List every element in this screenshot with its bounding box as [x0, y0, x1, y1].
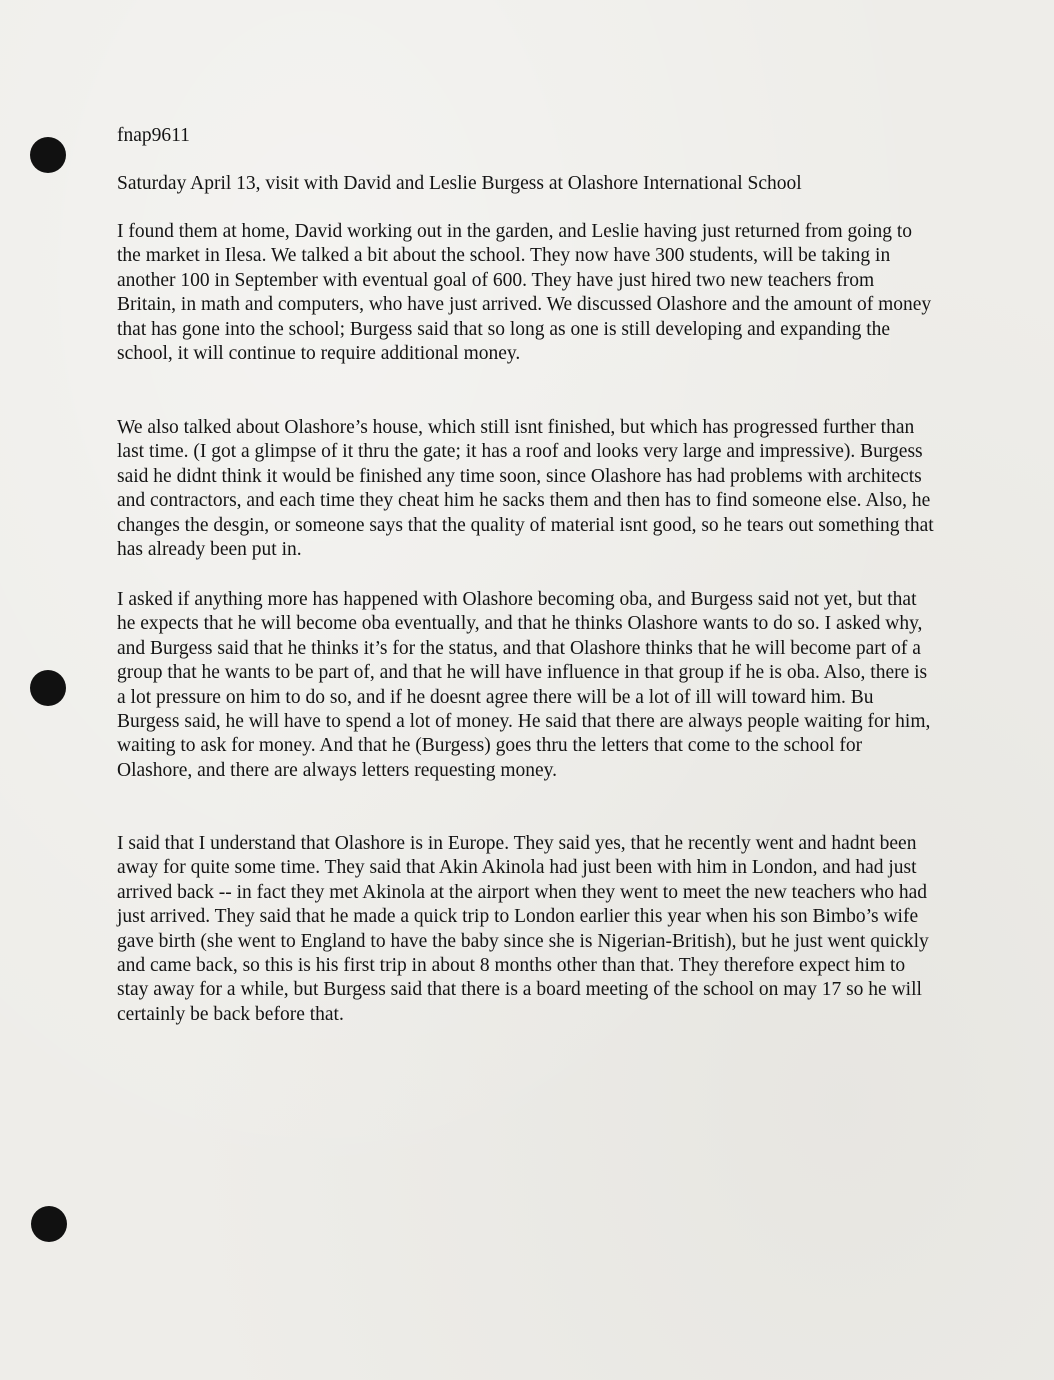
punch-hole-middle — [30, 670, 66, 706]
paragraph-becoming-oba: I asked if anything more has happened with Olashore becoming oba, and Burgess said not yet, but that he expects that he will become oba eventually, and that he thinks Olashore wants to do so. I asked why, and Burgess said that he thinks it’s for the status, and that Olashore thinks that he will become part of a group that he wants to be part of, and that he will have influence in that group if he is oba. Also, there is a lot pressure on him to do so, and if he doesnt agree there will be a lot of ill will toward him. Bu Burgess said, he will have to spend a lot of money. He said that there are always people waiting for him, waiting to ask for money. And that he (Burgess) goes thru the letters that come to the school for Olashore, and there are always letters requesting money. — [117, 589, 931, 781]
punch-hole-top — [30, 137, 66, 173]
paragraph-school-visit: I found them at home, David working out in the garden, and Leslie having just returned from going to the market in Ilesa. We talked a bit about the school. They now have 300 students, will be taking in another 100 in September with eventual goal of 600. They have just hired two new teachers from Britain, in math and computers, who have just arrived. We discussed Olashore and the amount of money that has gone into the school; Burgess said that so long as one is still developing and expanding the school, it will continue to require additional money. — [117, 221, 932, 365]
document-heading: Saturday April 13, visit with David and Leslie Burgess at Olashore International School — [117, 173, 802, 194]
punch-hole-bottom — [31, 1206, 67, 1242]
paragraph-europe-trip: I said that I understand that Olashore is in Europe. They said yes, that he recently went and hadnt been away for quite some time. They said that Akin Akinola had just been with him in London, and had just arrived back -- in fact they met Akinola at the airport when they went to meet the new teachers who had just arrived. They said that he made a quick trip to London earlier this year when his son Bimbo’s wife gave birth (she went to England to have the baby since she is Nigerian-British), but he just went quickly and came back, so this is his first trip in about 8 months other than that. They therefore expect him to stay away for a while, but Burgess said that there is a board meeting of the school on may 17 so he will certainly be back before that. — [117, 833, 929, 1025]
file-identifier: fnap9611 — [117, 125, 190, 146]
paragraph-olashore-house: We also talked about Olashore’s house, which still isnt finished, but which has progressed further than last time. (I got a glimpse of it thru the gate; it has a roof and looks very large and impressive). Burgess said he didnt think it would be finished any time soon, since Olashore has had problems with architects and contractors, and each time they cheat him he sacks them and then has to find someone else. Also, he changes the desgin, or someone says that the quality of material isnt good, so he tears out something that has already been put in. — [117, 417, 934, 561]
